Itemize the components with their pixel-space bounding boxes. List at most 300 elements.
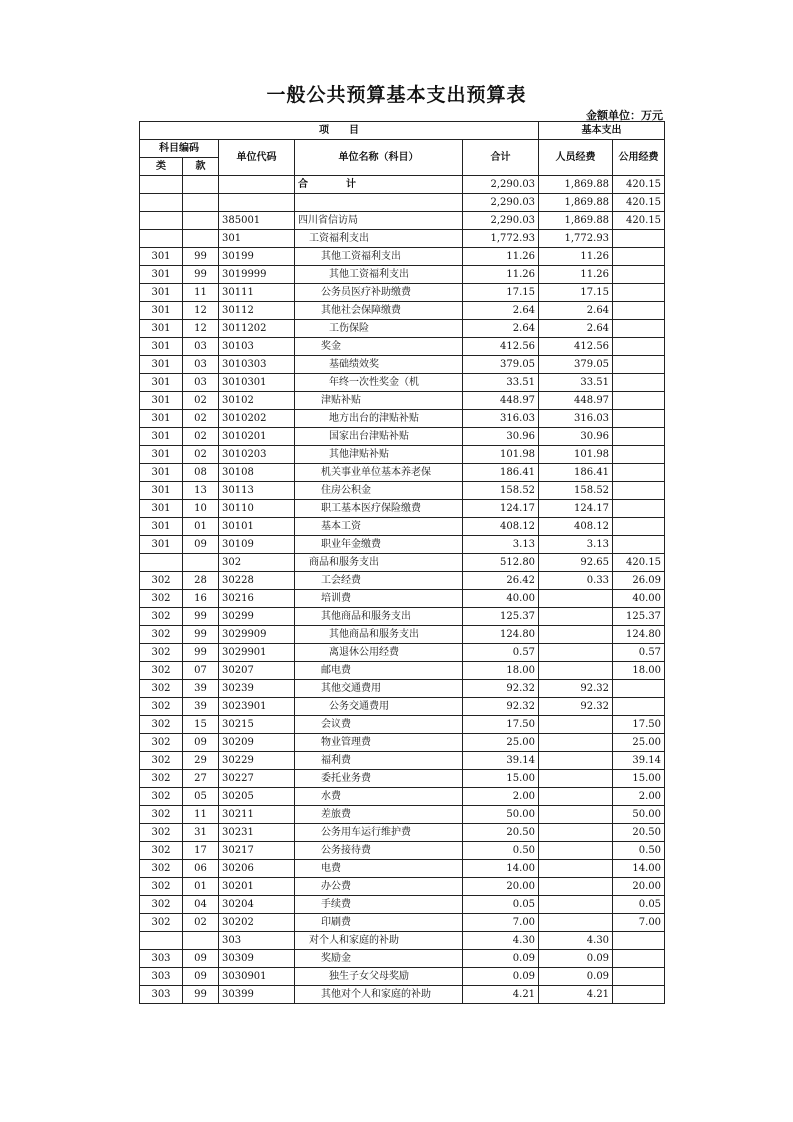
- unit-code-cell: 30201: [219, 878, 295, 896]
- total-cell: 101.98: [463, 446, 539, 464]
- personnel-cell: 92.32: [539, 680, 613, 698]
- table-body: [140, 176, 665, 1004]
- total-cell: 92.32: [463, 698, 539, 716]
- budget-table: [139, 121, 665, 1004]
- category-cell: 302: [140, 788, 183, 806]
- unit-name-cell: 奖励金: [295, 950, 463, 968]
- unit-name-cell: [295, 194, 463, 212]
- section-cell: 13: [183, 482, 219, 500]
- category-cell: 302: [140, 662, 183, 680]
- unit-name-cell: 合 计: [295, 176, 463, 194]
- public-cell: 15.00: [613, 770, 665, 788]
- section-cell: 03: [183, 374, 219, 392]
- total-cell: 2.00: [463, 788, 539, 806]
- unit-code-cell: 3010303: [219, 356, 295, 374]
- table-row: [140, 500, 665, 518]
- total-cell: 30.96: [463, 428, 539, 446]
- table-row: [140, 878, 665, 896]
- personnel-cell: [539, 860, 613, 878]
- unit-code-cell: 30205: [219, 788, 295, 806]
- unit-name-cell: 奖金: [295, 338, 463, 356]
- unit-code-cell: 3010202: [219, 410, 295, 428]
- unit-code-cell: 30103: [219, 338, 295, 356]
- public-cell: [613, 410, 665, 428]
- table-row: [140, 950, 665, 968]
- unit-name-cell: 公务用车运行维护费: [295, 824, 463, 842]
- section-cell: 28: [183, 572, 219, 590]
- table-row: [140, 968, 665, 986]
- unit-name-cell: 其他工资福利支出: [295, 248, 463, 266]
- total-cell: 26.42: [463, 572, 539, 590]
- category-cell: 302: [140, 626, 183, 644]
- table-row: [140, 176, 665, 194]
- personnel-cell: 30.96: [539, 428, 613, 446]
- public-cell: [613, 932, 665, 950]
- total-cell: 412.56: [463, 338, 539, 356]
- section-cell: 02: [183, 410, 219, 428]
- table-row: [140, 482, 665, 500]
- unit-code-cell: 30110: [219, 500, 295, 518]
- unit-name-cell: 其他社会保障缴费: [295, 302, 463, 320]
- section-cell: 39: [183, 698, 219, 716]
- category-cell: 301: [140, 428, 183, 446]
- personnel-cell: [539, 752, 613, 770]
- personnel-cell: 92.32: [539, 698, 613, 716]
- unit-code-cell: 3019999: [219, 266, 295, 284]
- table-row: [140, 410, 665, 428]
- unit-name-cell: 基础绩效奖: [295, 356, 463, 374]
- total-cell: 7.00: [463, 914, 539, 932]
- total-cell: 158.52: [463, 482, 539, 500]
- category-cell: 301: [140, 374, 183, 392]
- category-cell: 301: [140, 320, 183, 338]
- table-row: [140, 212, 665, 230]
- personnel-cell: 316.03: [539, 410, 613, 428]
- unit-code-cell: 303: [219, 932, 295, 950]
- personnel-cell: 101.98: [539, 446, 613, 464]
- category-header: 类: [140, 158, 183, 176]
- category-cell: 303: [140, 950, 183, 968]
- unit-code-cell: 3023901: [219, 698, 295, 716]
- personnel-cell: [539, 914, 613, 932]
- category-cell: 302: [140, 860, 183, 878]
- total-cell: 2.64: [463, 320, 539, 338]
- total-cell: 2,290.03: [463, 176, 539, 194]
- table-row: [140, 518, 665, 536]
- total-cell: 2,290.03: [463, 212, 539, 230]
- unit-code-cell: 30229: [219, 752, 295, 770]
- table-row: [140, 914, 665, 932]
- unit-code-cell: 30206: [219, 860, 295, 878]
- public-cell: [613, 428, 665, 446]
- public-cell: 420.15: [613, 176, 665, 194]
- personnel-header: 人员经费: [539, 140, 613, 176]
- public-cell: 7.00: [613, 914, 665, 932]
- total-cell: 124.17: [463, 500, 539, 518]
- unit-code-cell: 30239: [219, 680, 295, 698]
- unit-name-cell: 对个人和家庭的补助: [295, 932, 463, 950]
- section-cell: 99: [183, 626, 219, 644]
- table-row: [140, 464, 665, 482]
- basic-expense-header: 基本支出: [539, 122, 665, 140]
- section-cell: 08: [183, 464, 219, 482]
- table-row: [140, 572, 665, 590]
- public-cell: 0.05: [613, 896, 665, 914]
- unit-name-cell: 电费: [295, 860, 463, 878]
- personnel-cell: [539, 878, 613, 896]
- total-cell: 408.12: [463, 518, 539, 536]
- unit-code-cell: 385001: [219, 212, 295, 230]
- public-cell: [613, 320, 665, 338]
- category-cell: 302: [140, 734, 183, 752]
- public-cell: [613, 482, 665, 500]
- section-cell: 02: [183, 392, 219, 410]
- section-cell: 39: [183, 680, 219, 698]
- public-cell: 26.09: [613, 572, 665, 590]
- personnel-cell: 17.15: [539, 284, 613, 302]
- public-cell: 0.50: [613, 842, 665, 860]
- unit-name-cell: 物业管理费: [295, 734, 463, 752]
- public-cell: [613, 968, 665, 986]
- table-row: [140, 554, 665, 572]
- public-cell: [613, 986, 665, 1004]
- personnel-cell: 4.30: [539, 932, 613, 950]
- public-cell: [613, 230, 665, 248]
- section-cell: 04: [183, 896, 219, 914]
- table-row: [140, 536, 665, 554]
- personnel-cell: 408.12: [539, 518, 613, 536]
- category-cell: 302: [140, 608, 183, 626]
- unit-code-cell: 30217: [219, 842, 295, 860]
- table-row: [140, 770, 665, 788]
- category-cell: 302: [140, 590, 183, 608]
- category-cell: 301: [140, 302, 183, 320]
- section-cell: [183, 932, 219, 950]
- category-cell: 302: [140, 878, 183, 896]
- public-cell: 420.15: [613, 194, 665, 212]
- public-cell: [613, 284, 665, 302]
- section-cell: 01: [183, 518, 219, 536]
- category-cell: 302: [140, 644, 183, 662]
- public-cell: [613, 464, 665, 482]
- unit-name-cell: 四川省信访局: [295, 212, 463, 230]
- category-cell: 301: [140, 266, 183, 284]
- unit-code-cell: 30309: [219, 950, 295, 968]
- category-cell: [140, 932, 183, 950]
- category-cell: [140, 554, 183, 572]
- unit-name-cell: 其他工资福利支出: [295, 266, 463, 284]
- section-cell: 17: [183, 842, 219, 860]
- table-row: [140, 230, 665, 248]
- table-row: [140, 194, 665, 212]
- unit-name-header: 单位名称（科目）: [295, 140, 463, 176]
- unit-code-cell: 30209: [219, 734, 295, 752]
- table-row: [140, 590, 665, 608]
- unit-name-cell: 公务员医疗补助缴费: [295, 284, 463, 302]
- section-cell: 09: [183, 734, 219, 752]
- public-cell: [613, 392, 665, 410]
- unit-name-cell: 邮电费: [295, 662, 463, 680]
- total-cell: 1,772.93: [463, 230, 539, 248]
- public-cell: 25.00: [613, 734, 665, 752]
- personnel-cell: 0.09: [539, 968, 613, 986]
- total-cell: 0.57: [463, 644, 539, 662]
- public-cell: [613, 446, 665, 464]
- personnel-cell: 1,869.88: [539, 194, 613, 212]
- unit-code-cell: 3010301: [219, 374, 295, 392]
- unit-code-header: 单位代码: [219, 140, 295, 176]
- unit-label: 金额单位：万元: [586, 109, 663, 122]
- section-cell: 01: [183, 878, 219, 896]
- category-cell: 301: [140, 536, 183, 554]
- category-cell: 301: [140, 482, 183, 500]
- public-cell: [613, 302, 665, 320]
- unit-name-cell: 公务接待费: [295, 842, 463, 860]
- unit-name-cell: 工伤保险: [295, 320, 463, 338]
- total-cell: 4.21: [463, 986, 539, 1004]
- section-cell: 31: [183, 824, 219, 842]
- personnel-cell: 158.52: [539, 482, 613, 500]
- table-row: [140, 320, 665, 338]
- table-row: [140, 248, 665, 266]
- unit-code-cell: 30199: [219, 248, 295, 266]
- public-cell: 2.00: [613, 788, 665, 806]
- section-cell: 02: [183, 428, 219, 446]
- section-cell: 12: [183, 302, 219, 320]
- personnel-cell: [539, 788, 613, 806]
- total-cell: 3.13: [463, 536, 539, 554]
- unit-name-cell: 其他交通费用: [295, 680, 463, 698]
- unit-code-cell: 30108: [219, 464, 295, 482]
- personnel-cell: 33.51: [539, 374, 613, 392]
- personnel-cell: 2.64: [539, 302, 613, 320]
- public-cell: 125.37: [613, 608, 665, 626]
- public-cell: [613, 338, 665, 356]
- unit-name-cell: 国家出台津贴补贴: [295, 428, 463, 446]
- unit-code-cell: 30111: [219, 284, 295, 302]
- section-cell: 06: [183, 860, 219, 878]
- unit-name-cell: 印刷费: [295, 914, 463, 932]
- section-cell: 99: [183, 644, 219, 662]
- section-cell: 99: [183, 248, 219, 266]
- public-cell: 50.00: [613, 806, 665, 824]
- unit-code-cell: 302: [219, 554, 295, 572]
- total-cell: 17.50: [463, 716, 539, 734]
- unit-code-cell: 30231: [219, 824, 295, 842]
- unit-code-cell: 3030901: [219, 968, 295, 986]
- personnel-cell: [539, 644, 613, 662]
- table-row: [140, 680, 665, 698]
- category-cell: 302: [140, 716, 183, 734]
- unit-name-cell: 培训费: [295, 590, 463, 608]
- total-cell: 0.09: [463, 950, 539, 968]
- category-cell: 302: [140, 824, 183, 842]
- unit-name-cell: 职业年金缴费: [295, 536, 463, 554]
- category-cell: 302: [140, 806, 183, 824]
- category-cell: 301: [140, 464, 183, 482]
- table-row: [140, 716, 665, 734]
- table-row: [140, 446, 665, 464]
- section-cell: 12: [183, 320, 219, 338]
- public-cell: 17.50: [613, 716, 665, 734]
- public-cell: 0.57: [613, 644, 665, 662]
- personnel-cell: 448.97: [539, 392, 613, 410]
- table-row: [140, 608, 665, 626]
- table-row: [140, 428, 665, 446]
- table-row: [140, 752, 665, 770]
- unit-code-cell: 30207: [219, 662, 295, 680]
- personnel-cell: 1,869.88: [539, 212, 613, 230]
- unit-name-cell: 其他商品和服务支出: [295, 608, 463, 626]
- table-row: [140, 734, 665, 752]
- total-cell: 39.14: [463, 752, 539, 770]
- public-cell: 20.00: [613, 878, 665, 896]
- total-cell: 92.32: [463, 680, 539, 698]
- section-cell: 11: [183, 806, 219, 824]
- unit-code-cell: 3010203: [219, 446, 295, 464]
- unit-code-cell: 30228: [219, 572, 295, 590]
- total-cell: 15.00: [463, 770, 539, 788]
- section-cell: [183, 230, 219, 248]
- section-cell: [183, 212, 219, 230]
- total-cell: 11.26: [463, 266, 539, 284]
- personnel-cell: [539, 824, 613, 842]
- personnel-cell: 379.05: [539, 356, 613, 374]
- public-cell: 20.50: [613, 824, 665, 842]
- section-header: 款: [183, 158, 219, 176]
- unit-name-cell: 商品和服务支出: [295, 554, 463, 572]
- section-cell: 99: [183, 266, 219, 284]
- section-cell: 99: [183, 986, 219, 1004]
- table-row: [140, 392, 665, 410]
- section-cell: 27: [183, 770, 219, 788]
- personnel-cell: 3.13: [539, 536, 613, 554]
- public-cell: [613, 680, 665, 698]
- section-cell: 07: [183, 662, 219, 680]
- personnel-cell: 0.33: [539, 572, 613, 590]
- unit-code-cell: 30102: [219, 392, 295, 410]
- category-cell: 302: [140, 914, 183, 932]
- personnel-cell: 11.26: [539, 266, 613, 284]
- unit-name-cell: 会议费: [295, 716, 463, 734]
- section-cell: 11: [183, 284, 219, 302]
- public-cell: 18.00: [613, 662, 665, 680]
- section-cell: 02: [183, 914, 219, 932]
- public-cell: [613, 518, 665, 536]
- unit-code-cell: 30299: [219, 608, 295, 626]
- personnel-cell: [539, 806, 613, 824]
- public-cell: [613, 536, 665, 554]
- category-cell: 301: [140, 410, 183, 428]
- unit-code-cell: 30113: [219, 482, 295, 500]
- public-cell: 40.00: [613, 590, 665, 608]
- total-header: 合计: [463, 140, 539, 176]
- unit-name-cell: 基本工资: [295, 518, 463, 536]
- category-cell: 302: [140, 842, 183, 860]
- category-cell: 302: [140, 680, 183, 698]
- section-cell: 29: [183, 752, 219, 770]
- unit-name-cell: 手续费: [295, 896, 463, 914]
- personnel-cell: 124.17: [539, 500, 613, 518]
- section-cell: 10: [183, 500, 219, 518]
- section-cell: 15: [183, 716, 219, 734]
- total-cell: 512.80: [463, 554, 539, 572]
- section-cell: [183, 194, 219, 212]
- unit-name-cell: 职工基本医疗保险缴费: [295, 500, 463, 518]
- total-cell: 2,290.03: [463, 194, 539, 212]
- table-row: [140, 860, 665, 878]
- category-cell: [140, 212, 183, 230]
- public-cell: [613, 950, 665, 968]
- total-cell: 186.41: [463, 464, 539, 482]
- category-cell: 302: [140, 896, 183, 914]
- total-cell: 50.00: [463, 806, 539, 824]
- unit-code-cell: 30227: [219, 770, 295, 788]
- unit-code-cell: 30216: [219, 590, 295, 608]
- public-cell: [613, 266, 665, 284]
- unit-code-cell: [219, 176, 295, 194]
- unit-name-cell: 工会经费: [295, 572, 463, 590]
- total-cell: 0.05: [463, 896, 539, 914]
- personnel-cell: 4.21: [539, 986, 613, 1004]
- table-row: [140, 896, 665, 914]
- public-cell: 420.15: [613, 554, 665, 572]
- unit-name-cell: 津贴补贴: [295, 392, 463, 410]
- category-cell: [140, 176, 183, 194]
- personnel-cell: 11.26: [539, 248, 613, 266]
- section-cell: [183, 176, 219, 194]
- unit-name-cell: 公务交通费用: [295, 698, 463, 716]
- personnel-cell: [539, 608, 613, 626]
- category-cell: 302: [140, 770, 183, 788]
- public-cell: 124.80: [613, 626, 665, 644]
- section-cell: 03: [183, 338, 219, 356]
- unit-code-cell: 30399: [219, 986, 295, 1004]
- unit-code-cell: [219, 194, 295, 212]
- table-row: [140, 356, 665, 374]
- unit-code-cell: 30204: [219, 896, 295, 914]
- personnel-cell: [539, 896, 613, 914]
- total-cell: 17.15: [463, 284, 539, 302]
- unit-name-cell: 地方出台的津贴补贴: [295, 410, 463, 428]
- total-cell: 125.37: [463, 608, 539, 626]
- total-cell: 25.00: [463, 734, 539, 752]
- unit-code-cell: 30112: [219, 302, 295, 320]
- section-cell: 99: [183, 608, 219, 626]
- personnel-cell: [539, 842, 613, 860]
- public-cell: 39.14: [613, 752, 665, 770]
- unit-code-cell: 30211: [219, 806, 295, 824]
- unit-name-cell: 年终一次性奖金（机: [295, 374, 463, 392]
- section-cell: 16: [183, 590, 219, 608]
- personnel-cell: 1,772.93: [539, 230, 613, 248]
- unit-name-cell: 工资福利支出: [295, 230, 463, 248]
- personnel-cell: [539, 590, 613, 608]
- public-cell: [613, 356, 665, 374]
- table-row: [140, 788, 665, 806]
- unit-name-cell: 其他对个人和家庭的补助: [295, 986, 463, 1004]
- total-cell: 40.00: [463, 590, 539, 608]
- personnel-cell: [539, 662, 613, 680]
- unit-name-cell: 其他商品和服务支出: [295, 626, 463, 644]
- table-row: [140, 698, 665, 716]
- category-cell: 303: [140, 968, 183, 986]
- personnel-cell: [539, 626, 613, 644]
- personnel-cell: 0.09: [539, 950, 613, 968]
- table-row: [140, 644, 665, 662]
- section-cell: 09: [183, 968, 219, 986]
- section-cell: [183, 554, 219, 572]
